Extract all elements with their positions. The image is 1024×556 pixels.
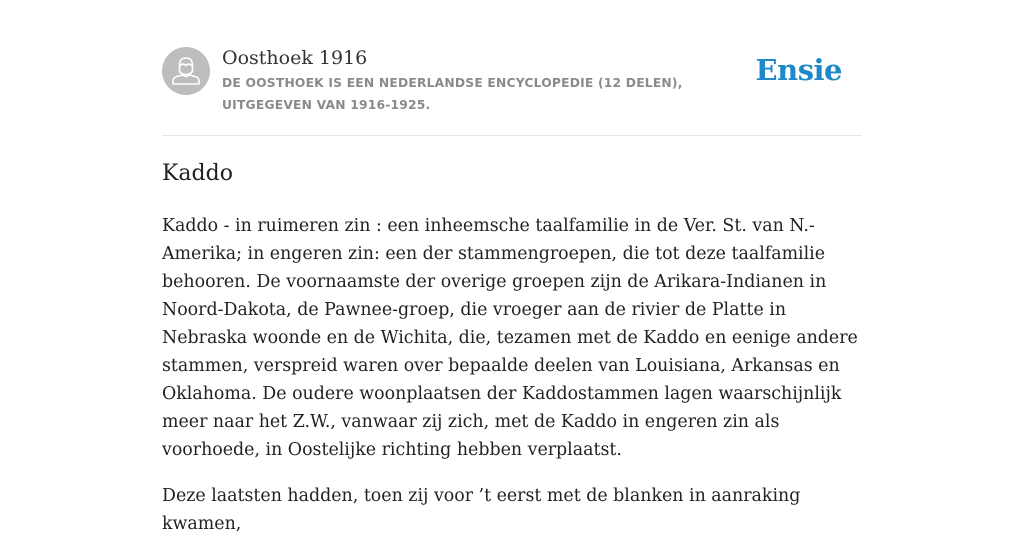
- brand-logo[interactable]: Ensie: [755, 53, 842, 87]
- user-avatar-icon[interactable]: [162, 47, 210, 95]
- article-body: [162, 212, 866, 556]
- article-title: Kaddo: [162, 161, 233, 186]
- source-name[interactable]: Oosthoek 1916: [222, 47, 368, 69]
- article-paragraph: Deze laatsten hadden, toen zij voor ’t eerst met de blanken in aanraking kwamen,: [162, 486, 801, 534]
- article-paragraph: Kaddo - in ruimeren zin : een inheemsche taalfamilie in de Ver. St. van N.-Amerika; in engeren zin: een der stammengroepen, die tot deze taalfamilie behooren. De voornaamste der overige groepen zijn de Arikara-Indianen in Noord-Dakota, de Pawnee-groep, die vroeger aan de rivier de Platte in Nebraska woonde en de Wichita, die, tezamen met de Kaddo en eenige andere stammen, verspreid waren over bepaalde deelen van Louisiana, Arkansas en Oklahoma. De oudere woonplaatsen der Kaddostammen lagen waarschijnlijk meer naar het Z.W., vanwaar zij zich, met de Kaddo in engeren zin als voorhoede, in Oostelijke richting hebben verplaatst.: [162, 216, 858, 460]
- header-divider: [162, 135, 862, 136]
- source-header: [162, 46, 862, 136]
- source-description: DE OOSTHOEK IS EEN NEDERLANDSE ENCYCLOPEDIE (12 DELEN), UITGEGEVEN VAN 1916-1925.: [222, 76, 683, 112]
